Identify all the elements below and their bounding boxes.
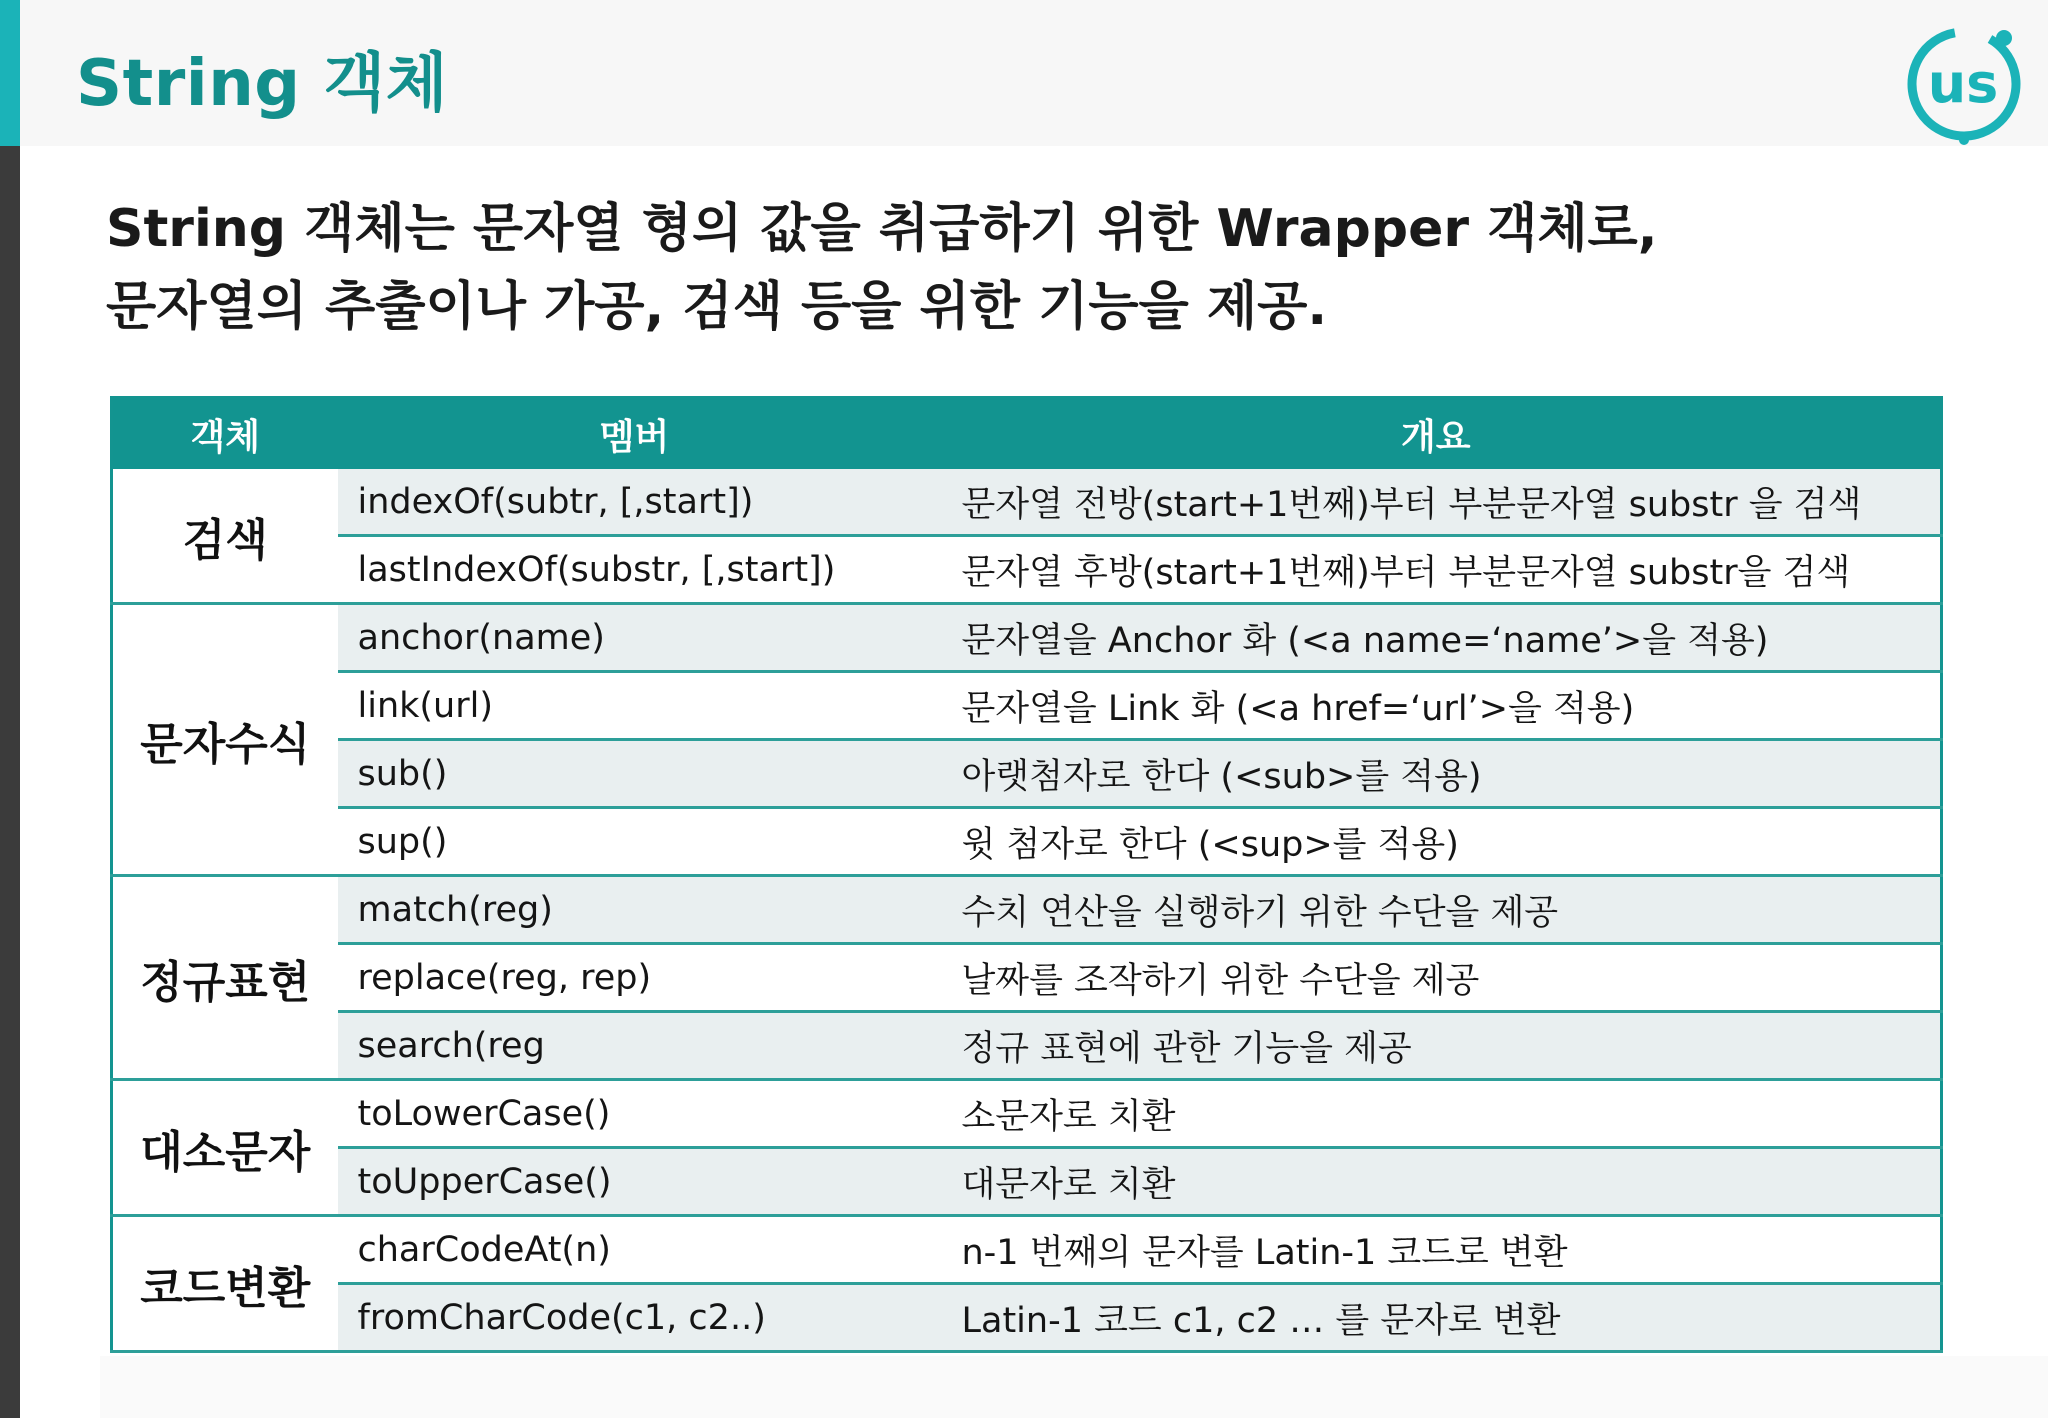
member-cell: search(reg [338, 1012, 932, 1080]
header-object: 객체 [112, 398, 338, 470]
string-member-table [110, 396, 1943, 1353]
member-cell: lastIndexOf(substr, [,start]) [338, 536, 932, 604]
side-bar [0, 146, 20, 1418]
table-row [112, 1284, 1942, 1352]
table-row [112, 1148, 1942, 1216]
description-cell: n-1 번째의 문자를 Latin-1 코드로 변환 [932, 1216, 1942, 1284]
table-row [112, 876, 1942, 944]
table-row [112, 604, 1942, 672]
group-label-formatting: 문자수식 [112, 604, 338, 876]
description-cell: 문자열을 Link 화 (<a href=‘url’>을 적용) [932, 672, 1942, 740]
table-row [112, 808, 1942, 876]
page-title: String 객체 [76, 47, 448, 121]
member-cell: anchor(name) [338, 604, 932, 672]
footer-band [100, 1356, 2048, 1418]
member-cell: sub() [338, 740, 932, 808]
table-row [112, 469, 1942, 536]
svg-text:us: us [1927, 52, 1999, 115]
group-label-regex: 정규표현 [112, 876, 338, 1080]
description-cell: 문자열을 Anchor 화 (<a name=‘name’>을 적용) [932, 604, 1942, 672]
description-cell: 문자열 후방(start+1번째)부터 부분문자열 substr을 검색 [932, 536, 1942, 604]
member-cell: replace(reg, rep) [338, 944, 932, 1012]
description-cell: 날짜를 조작하기 위한 수단을 제공 [932, 944, 1942, 1012]
intro-line-2: 문자열의 추출이나 가공, 검색 등을 위한 기능을 제공. [106, 277, 1328, 337]
table-row [112, 1080, 1942, 1148]
member-cell: charCodeAt(n) [338, 1216, 932, 1284]
header-summary: 개요 [932, 398, 1942, 470]
member-cell: fromCharCode(c1, c2..) [338, 1284, 932, 1352]
us-logo-icon [1900, 20, 2032, 146]
header-member: 멤버 [338, 398, 932, 470]
member-cell: match(reg) [338, 876, 932, 944]
accent-bar [0, 0, 20, 146]
group-label-case: 대소문자 [112, 1080, 338, 1216]
description-cell: 소문자로 치환 [932, 1080, 1942, 1148]
description-cell: 윗 첨자로 한다 (<sup>를 적용) [932, 808, 1942, 876]
intro-text [106, 190, 1658, 346]
description-cell: 아랫첨자로 한다 (<sub>를 적용) [932, 740, 1942, 808]
description-cell: Latin-1 코드 c1, c2 … 를 문자로 변환 [932, 1284, 1942, 1352]
table-header-row [112, 398, 1942, 470]
table-row [112, 1216, 1942, 1284]
table-row [112, 672, 1942, 740]
member-cell: link(url) [338, 672, 932, 740]
group-label-search: 검색 [112, 469, 338, 604]
group-label-code-conversion: 코드변환 [112, 1216, 338, 1352]
description-cell: 정규 표현에 관한 기능을 제공 [932, 1012, 1942, 1080]
table-row [112, 944, 1942, 1012]
table-row [112, 536, 1942, 604]
member-cell: toLowerCase() [338, 1080, 932, 1148]
intro-line-1: String 객체는 문자열 형의 값을 취급하기 위한 Wrapper 객체로, [106, 199, 1658, 259]
table-row [112, 740, 1942, 808]
member-cell: toUpperCase() [338, 1148, 932, 1216]
table-row [112, 1012, 1942, 1080]
member-cell: sup() [338, 808, 932, 876]
member-cell: indexOf(subtr, [,start]) [338, 469, 932, 536]
description-cell: 수치 연산을 실행하기 위한 수단을 제공 [932, 876, 1942, 944]
description-cell: 대문자로 치환 [932, 1148, 1942, 1216]
description-cell: 문자열 전방(start+1번째)부터 부분문자열 substr 을 검색 [932, 469, 1942, 536]
